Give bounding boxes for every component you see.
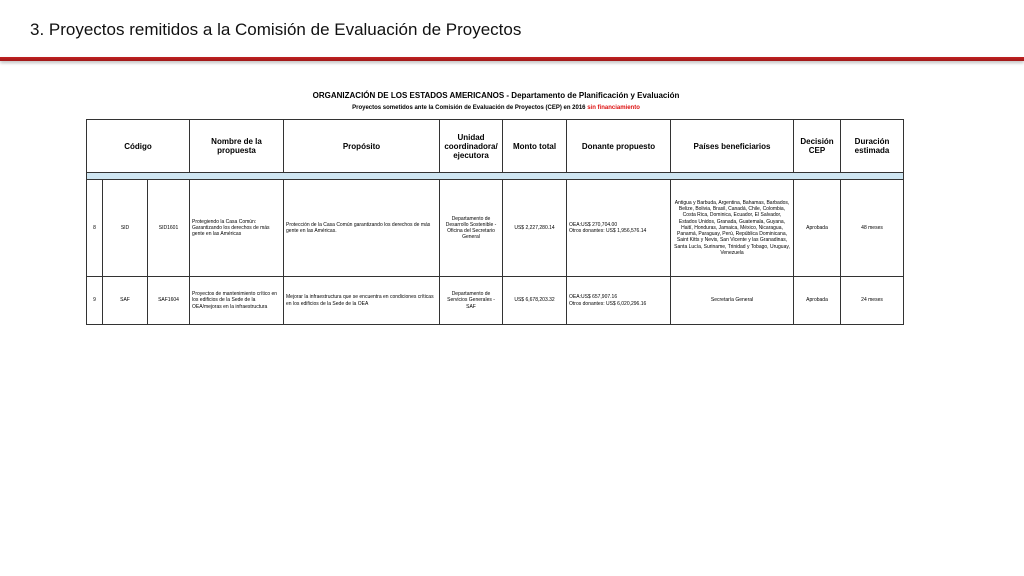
band-cell [87,173,904,180]
header-decision: Decisión CEP [794,120,841,173]
header-nombre: Nombre de la propuesta [190,120,284,173]
row-duracion: 48 meses [841,180,904,277]
row-area: SAF [103,277,148,325]
row-donante-oea: OEA:US$ 270,704.00 [569,221,618,228]
row-code: SID1601 [148,180,190,277]
row-donante-otros: Otros donantes: US$ 6,020,296.16 [569,300,647,307]
row-donante-oea: OEA:US$ 657,907.16 [569,294,618,301]
header-row [87,120,904,173]
header-duracion: Duración estimada [841,120,904,173]
row-decision: Aprobada [794,277,841,325]
row-donante [567,277,671,325]
header-codigo: Código [87,120,190,173]
row-donante-otros: Otros donantes: US$ 1,956,576.14 [569,228,647,234]
header-unidad: Unidad coordinadora/ ejecutora [440,120,503,173]
row-monto: US$ 6,678,203.32 [503,277,567,325]
row-paises: Secretaría General [671,277,794,325]
document-subtitle-highlight: sin financiamiento [587,105,640,111]
document-heading [86,91,906,100]
row-nombre: Proyectos de mantenimiento crítico en los edificios de la Sede de la OEA/mejoras en la infraestructura [190,277,284,325]
slide-title: 3. Proyectos remitidos a la Comisión de Evaluación de Proyectos [30,20,522,39]
row-nombre: Protegiendo la Casa Común: Garantizando los derechos de más gente en las Américas [190,180,284,277]
row-number: 8 [87,180,103,277]
table-row [87,277,904,325]
document-subtitle-text: Proyectos sometidos ante la Comisión de Evaluación de Proyectos (CEP) en 2016 [352,105,588,111]
row-proposito: Protección de la Casa Común garantizando los derechos de más gente en las Américas. [284,180,440,277]
row-code: SAF1604 [148,277,190,325]
row-duracion: 24 meses [841,277,904,325]
row-monto: US$ 2,227,280.14 [503,180,567,277]
header-proposito: Propósito [284,120,440,173]
header-paises: Países beneficiarios [671,120,794,173]
title-divider [0,57,1024,61]
document-subtitle [86,105,906,111]
row-donante [567,180,671,277]
row-proposito: Mejorar la infraestructura que se encuentra en condiciones críticas en los edificios de la Sede de la OEA [284,277,440,325]
document-heading-dept: - Departamento de Planificación y Evaluación [504,91,680,100]
row-decision: Aprobada [794,180,841,277]
row-area: SID [103,180,148,277]
row-paises: Antigua y Barbuda, Argentina, Bahamas, Barbados, Belize, Bolivia, Brasil, Canadá, Chile, Colombia, Costa Rica, Dominica, Ecuador, El Salvador, Estados Unidos, Granada, Guatemala, Guyana, Haití, Honduras, Jamaica, México, Nicaragua, Panamá, Paraguay, Perú, República Dominicana, Saint Kitts y Nevis, San Vicente y las Granadinas, Santa Lucía, Suriname, Trinidad y Tobago, Uruguay, Venezuela [671,180,794,277]
header-donante: Donante propuesto [567,120,671,173]
row-unidad: Departamento de Servicios Generales - SAF [440,277,503,325]
row-number: 9 [87,277,103,325]
band-row [87,173,904,180]
header-monto: Monto total [503,120,567,173]
document-heading-org: ORGANIZACIÓN DE LOS ESTADOS AMERICANOS [312,91,505,100]
table-row [87,180,904,277]
projects-table [86,119,904,325]
row-unidad: Departamento de Desarrollo Sostenible - Oficina del Secretario General [440,180,503,277]
